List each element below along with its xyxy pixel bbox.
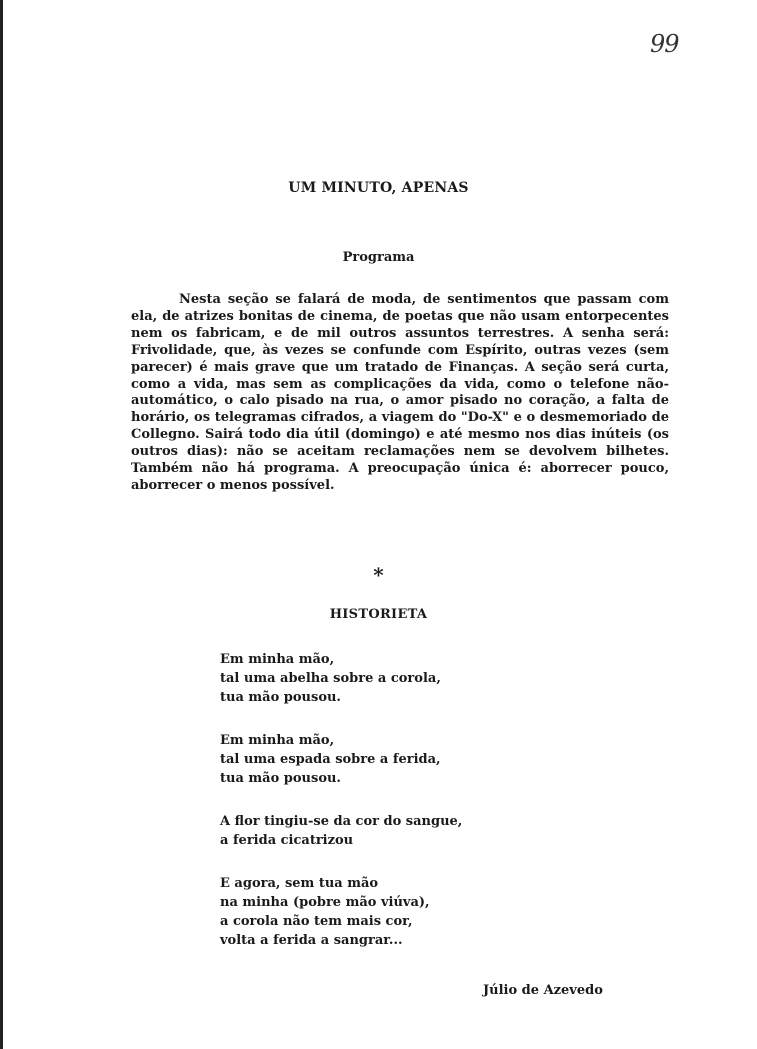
- poem-title: HISTORIETA: [329, 607, 428, 622]
- asterisk-separator: *: [373, 563, 384, 587]
- page-number: 99: [650, 30, 679, 58]
- poem: [220, 650, 550, 974]
- poem-verse: Em minha mão,: [220, 733, 335, 748]
- poem-verse: tal uma espada sobre a ferida,: [220, 752, 441, 767]
- page-left-edge: [0, 0, 3, 1049]
- poem-stanza: [220, 874, 550, 950]
- poem-verse: Em minha mão,: [220, 652, 335, 667]
- author-signature: Júlio de Azevedo: [483, 983, 603, 998]
- body-paragraph: Nesta seção se falará de moda, de sentimentos que passam com ela, de atrizes bonitas de cinema, de poetas que não usam entorpecentes nem os fabricam, e de mil outros assuntos terrestres. A senha será: Frivolidade, que, às vezes se confunde com Espírito, outras vezes (sem parecer) é mais grave que um tratado de Finanças. A seção será curta, como a vida, mas sem as complicações da vida, como o telefone não-automático, o calo pisado na rua, o amor pisado no coração, a falta de horário, os telegramas cifrados, a viagem do "Do-X" e o desmemoriado de Collegno. Sairá todo dia útil (domingo) e até mesmo nos dias inúteis (os outros dias): não se aceitam reclamações nem se devolvem bilhetes. Também não há programa. A preocupação única é: aborrecer pouco, aborrecer o menos possível.: [131, 292, 669, 493]
- poem-verse: A flor tingiu-se da cor do sangue,: [220, 814, 463, 829]
- poem-stanza: [220, 650, 550, 707]
- poem-verse: volta a ferida a sangrar...: [220, 933, 403, 948]
- poem-verse: E agora, sem tua mão: [220, 876, 379, 891]
- poem-verse: a ferida cicatrizou: [220, 833, 354, 848]
- poem-stanza: [220, 812, 550, 850]
- poem-verse: tal uma abelha sobre a corola,: [220, 671, 441, 686]
- poem-stanza: [220, 731, 550, 788]
- poem-verse: tua mão pousou.: [220, 690, 341, 705]
- section-subtitle: Programa: [342, 250, 415, 265]
- page-title: UM MINUTO, APENAS: [288, 180, 469, 196]
- poem-verse: a corola não tem mais cor,: [220, 914, 413, 929]
- poem-verse: na minha (pobre mão viúva),: [220, 895, 430, 910]
- poem-verse: tua mão pousou.: [220, 771, 341, 786]
